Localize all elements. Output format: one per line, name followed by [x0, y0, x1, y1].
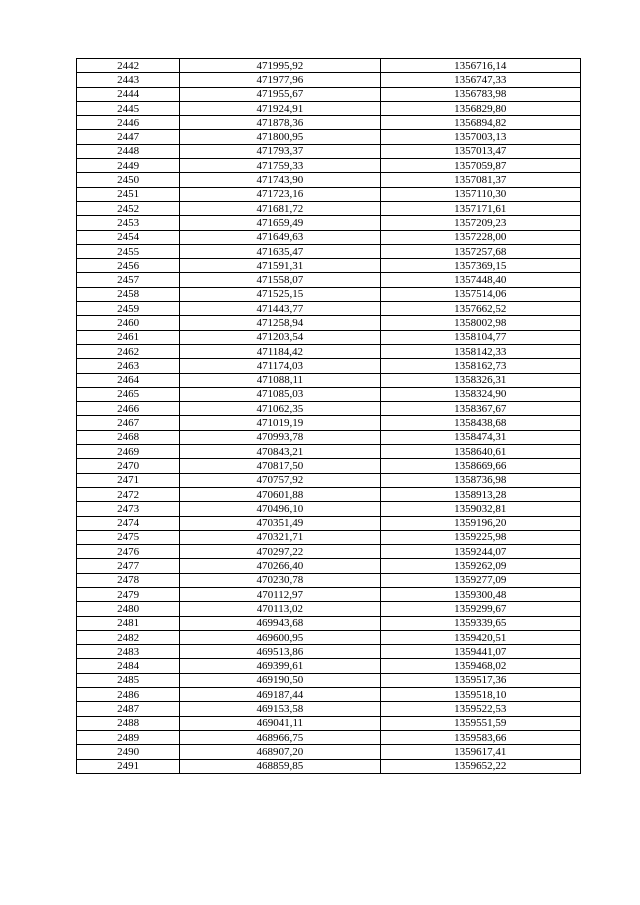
table-row: [77, 473, 581, 487]
y-coordinate-cell: 1357081,37: [380, 173, 580, 187]
point-number-cell: 2446: [77, 116, 180, 130]
table-row: [77, 244, 581, 258]
y-coordinate-cell: 1359277,09: [380, 573, 580, 587]
y-coordinate-cell: 1358913,28: [380, 487, 580, 501]
table-row: [77, 116, 581, 130]
point-number-cell: 2473: [77, 502, 180, 516]
table-row: [77, 373, 581, 387]
table-row: [77, 287, 581, 301]
table-row: [77, 545, 581, 559]
y-coordinate-cell: 1358324,90: [380, 387, 580, 401]
x-coordinate-cell: 469943,68: [180, 616, 380, 630]
table-row: [77, 87, 581, 101]
point-number-cell: 2442: [77, 59, 180, 73]
table-row: [77, 530, 581, 544]
y-coordinate-cell: 1359032,81: [380, 502, 580, 516]
x-coordinate-cell: 471203,54: [180, 330, 380, 344]
point-number-cell: 2489: [77, 730, 180, 744]
table-row: [77, 616, 581, 630]
x-coordinate-cell: 471955,67: [180, 87, 380, 101]
table-row: [77, 402, 581, 416]
point-number-cell: 2462: [77, 344, 180, 358]
x-coordinate-cell: 471088,11: [180, 373, 380, 387]
point-number-cell: 2472: [77, 487, 180, 501]
y-coordinate-cell: 1358474,31: [380, 430, 580, 444]
y-coordinate-cell: 1357448,40: [380, 273, 580, 287]
x-coordinate-cell: 471558,07: [180, 273, 380, 287]
table-row: [77, 216, 581, 230]
x-coordinate-cell: 470757,92: [180, 473, 380, 487]
point-number-cell: 2451: [77, 187, 180, 201]
x-coordinate-cell: 471525,15: [180, 287, 380, 301]
x-coordinate-cell: 468859,85: [180, 759, 380, 773]
table-row: [77, 487, 581, 501]
point-number-cell: 2447: [77, 130, 180, 144]
y-coordinate-cell: 1358669,66: [380, 459, 580, 473]
y-coordinate-cell: 1358326,31: [380, 373, 580, 387]
x-coordinate-cell: 471635,47: [180, 244, 380, 258]
point-number-cell: 2480: [77, 602, 180, 616]
y-coordinate-cell: 1359583,66: [380, 730, 580, 744]
y-coordinate-cell: 1356894,82: [380, 116, 580, 130]
point-number-cell: 2486: [77, 688, 180, 702]
x-coordinate-cell: 471800,95: [180, 130, 380, 144]
y-coordinate-cell: 1359225,98: [380, 530, 580, 544]
table-row: [77, 516, 581, 530]
point-number-cell: 2465: [77, 387, 180, 401]
coordinates-table-body: [77, 59, 581, 774]
y-coordinate-cell: 1356716,14: [380, 59, 580, 73]
x-coordinate-cell: 470112,97: [180, 587, 380, 601]
table-row: [77, 716, 581, 730]
x-coordinate-cell: 471793,37: [180, 144, 380, 158]
x-coordinate-cell: 470601,88: [180, 487, 380, 501]
point-number-cell: 2477: [77, 559, 180, 573]
y-coordinate-cell: 1359196,20: [380, 516, 580, 530]
point-number-cell: 2468: [77, 430, 180, 444]
point-number-cell: 2464: [77, 373, 180, 387]
y-coordinate-cell: 1356783,98: [380, 87, 580, 101]
table-row: [77, 302, 581, 316]
x-coordinate-cell: 469187,44: [180, 688, 380, 702]
table-row: [77, 573, 581, 587]
y-coordinate-cell: 1357110,30: [380, 187, 580, 201]
x-coordinate-cell: 470993,78: [180, 430, 380, 444]
x-coordinate-cell: 471977,96: [180, 73, 380, 87]
table-row: [77, 730, 581, 744]
x-coordinate-cell: 471062,35: [180, 402, 380, 416]
x-coordinate-cell: 471591,31: [180, 259, 380, 273]
table-row: [77, 159, 581, 173]
point-number-cell: 2481: [77, 616, 180, 630]
x-coordinate-cell: 471723,16: [180, 187, 380, 201]
point-number-cell: 2456: [77, 259, 180, 273]
table-row: [77, 130, 581, 144]
point-number-cell: 2443: [77, 73, 180, 87]
x-coordinate-cell: 471019,19: [180, 416, 380, 430]
x-coordinate-cell: 469153,58: [180, 702, 380, 716]
y-coordinate-cell: 1357171,61: [380, 201, 580, 215]
point-number-cell: 2449: [77, 159, 180, 173]
y-coordinate-cell: 1358104,77: [380, 330, 580, 344]
point-number-cell: 2474: [77, 516, 180, 530]
y-coordinate-cell: 1359300,48: [380, 587, 580, 601]
table-row: [77, 59, 581, 73]
x-coordinate-cell: 471649,63: [180, 230, 380, 244]
x-coordinate-cell: 470351,49: [180, 516, 380, 530]
table-row: [77, 702, 581, 716]
y-coordinate-cell: 1357059,87: [380, 159, 580, 173]
x-coordinate-cell: 471759,33: [180, 159, 380, 173]
x-coordinate-cell: 471184,42: [180, 344, 380, 358]
x-coordinate-cell: 471681,72: [180, 201, 380, 215]
table-row: [77, 587, 581, 601]
point-number-cell: 2444: [77, 87, 180, 101]
x-coordinate-cell: 469600,95: [180, 630, 380, 644]
y-coordinate-cell: 1357514,06: [380, 287, 580, 301]
table-row: [77, 344, 581, 358]
point-number-cell: 2485: [77, 673, 180, 687]
x-coordinate-cell: 468966,75: [180, 730, 380, 744]
table-row: [77, 359, 581, 373]
point-number-cell: 2471: [77, 473, 180, 487]
point-number-cell: 2463: [77, 359, 180, 373]
point-number-cell: 2445: [77, 101, 180, 115]
x-coordinate-cell: 470230,78: [180, 573, 380, 587]
table-row: [77, 416, 581, 430]
coordinates-table: [76, 58, 581, 774]
table-row: [77, 273, 581, 287]
point-number-cell: 2482: [77, 630, 180, 644]
y-coordinate-cell: 1359522,53: [380, 702, 580, 716]
x-coordinate-cell: 468907,20: [180, 745, 380, 759]
table-row: [77, 101, 581, 115]
x-coordinate-cell: 471995,92: [180, 59, 380, 73]
y-coordinate-cell: 1359262,09: [380, 559, 580, 573]
point-number-cell: 2467: [77, 416, 180, 430]
x-coordinate-cell: 470266,40: [180, 559, 380, 573]
x-coordinate-cell: 471174,03: [180, 359, 380, 373]
x-coordinate-cell: 470321,71: [180, 530, 380, 544]
x-coordinate-cell: 469041,11: [180, 716, 380, 730]
point-number-cell: 2470: [77, 459, 180, 473]
point-number-cell: 2475: [77, 530, 180, 544]
y-coordinate-cell: 1358002,98: [380, 316, 580, 330]
point-number-cell: 2487: [77, 702, 180, 716]
table-row: [77, 330, 581, 344]
y-coordinate-cell: 1358640,61: [380, 445, 580, 459]
y-coordinate-cell: 1357257,68: [380, 244, 580, 258]
x-coordinate-cell: 471085,03: [180, 387, 380, 401]
point-number-cell: 2454: [77, 230, 180, 244]
y-coordinate-cell: 1356829,80: [380, 101, 580, 115]
table-row: [77, 759, 581, 773]
x-coordinate-cell: 471659,49: [180, 216, 380, 230]
x-coordinate-cell: 470297,22: [180, 545, 380, 559]
point-number-cell: 2476: [77, 545, 180, 559]
y-coordinate-cell: 1359339,65: [380, 616, 580, 630]
point-number-cell: 2461: [77, 330, 180, 344]
table-row: [77, 201, 581, 215]
y-coordinate-cell: 1356747,33: [380, 73, 580, 87]
table-row: [77, 230, 581, 244]
table-row: [77, 502, 581, 516]
point-number-cell: 2453: [77, 216, 180, 230]
y-coordinate-cell: 1359551,59: [380, 716, 580, 730]
point-number-cell: 2479: [77, 587, 180, 601]
x-coordinate-cell: 471743,90: [180, 173, 380, 187]
table-row: [77, 630, 581, 644]
table-row: [77, 602, 581, 616]
table-row: [77, 645, 581, 659]
x-coordinate-cell: 469399,61: [180, 659, 380, 673]
y-coordinate-cell: 1357228,00: [380, 230, 580, 244]
y-coordinate-cell: 1358162,73: [380, 359, 580, 373]
y-coordinate-cell: 1359299,67: [380, 602, 580, 616]
point-number-cell: 2483: [77, 645, 180, 659]
y-coordinate-cell: 1357662,52: [380, 302, 580, 316]
y-coordinate-cell: 1359652,22: [380, 759, 580, 773]
y-coordinate-cell: 1358142,33: [380, 344, 580, 358]
table-row: [77, 659, 581, 673]
point-number-cell: 2448: [77, 144, 180, 158]
point-number-cell: 2466: [77, 402, 180, 416]
x-coordinate-cell: 471878,36: [180, 116, 380, 130]
x-coordinate-cell: 471258,94: [180, 316, 380, 330]
x-coordinate-cell: 470113,02: [180, 602, 380, 616]
table-row: [77, 445, 581, 459]
table-row: [77, 187, 581, 201]
point-number-cell: 2458: [77, 287, 180, 301]
x-coordinate-cell: 469513,86: [180, 645, 380, 659]
point-number-cell: 2457: [77, 273, 180, 287]
point-number-cell: 2469: [77, 445, 180, 459]
table-row: [77, 259, 581, 273]
table-row: [77, 73, 581, 87]
table-row: [77, 745, 581, 759]
table-row: [77, 430, 581, 444]
table-row: [77, 459, 581, 473]
point-number-cell: 2490: [77, 745, 180, 759]
table-row: [77, 673, 581, 687]
point-number-cell: 2455: [77, 244, 180, 258]
y-coordinate-cell: 1357003,13: [380, 130, 580, 144]
y-coordinate-cell: 1358438,68: [380, 416, 580, 430]
y-coordinate-cell: 1359441,07: [380, 645, 580, 659]
y-coordinate-cell: 1359617,41: [380, 745, 580, 759]
y-coordinate-cell: 1359420,51: [380, 630, 580, 644]
x-coordinate-cell: 471924,91: [180, 101, 380, 115]
y-coordinate-cell: 1359518,10: [380, 688, 580, 702]
point-number-cell: 2488: [77, 716, 180, 730]
y-coordinate-cell: 1359244,07: [380, 545, 580, 559]
point-number-cell: 2452: [77, 201, 180, 215]
point-number-cell: 2478: [77, 573, 180, 587]
point-number-cell: 2450: [77, 173, 180, 187]
y-coordinate-cell: 1357369,15: [380, 259, 580, 273]
table-row: [77, 144, 581, 158]
table-row: [77, 688, 581, 702]
table-row: [77, 173, 581, 187]
y-coordinate-cell: 1359517,36: [380, 673, 580, 687]
x-coordinate-cell: 470843,21: [180, 445, 380, 459]
x-coordinate-cell: 471443,77: [180, 302, 380, 316]
point-number-cell: 2459: [77, 302, 180, 316]
y-coordinate-cell: 1358367,67: [380, 402, 580, 416]
table-row: [77, 316, 581, 330]
point-number-cell: 2484: [77, 659, 180, 673]
point-number-cell: 2491: [77, 759, 180, 773]
x-coordinate-cell: 470817,50: [180, 459, 380, 473]
x-coordinate-cell: 470496,10: [180, 502, 380, 516]
y-coordinate-cell: 1359468,02: [380, 659, 580, 673]
y-coordinate-cell: 1357209,23: [380, 216, 580, 230]
x-coordinate-cell: 469190,50: [180, 673, 380, 687]
y-coordinate-cell: 1358736,98: [380, 473, 580, 487]
y-coordinate-cell: 1357013,47: [380, 144, 580, 158]
table-row: [77, 387, 581, 401]
table-row: [77, 559, 581, 573]
point-number-cell: 2460: [77, 316, 180, 330]
